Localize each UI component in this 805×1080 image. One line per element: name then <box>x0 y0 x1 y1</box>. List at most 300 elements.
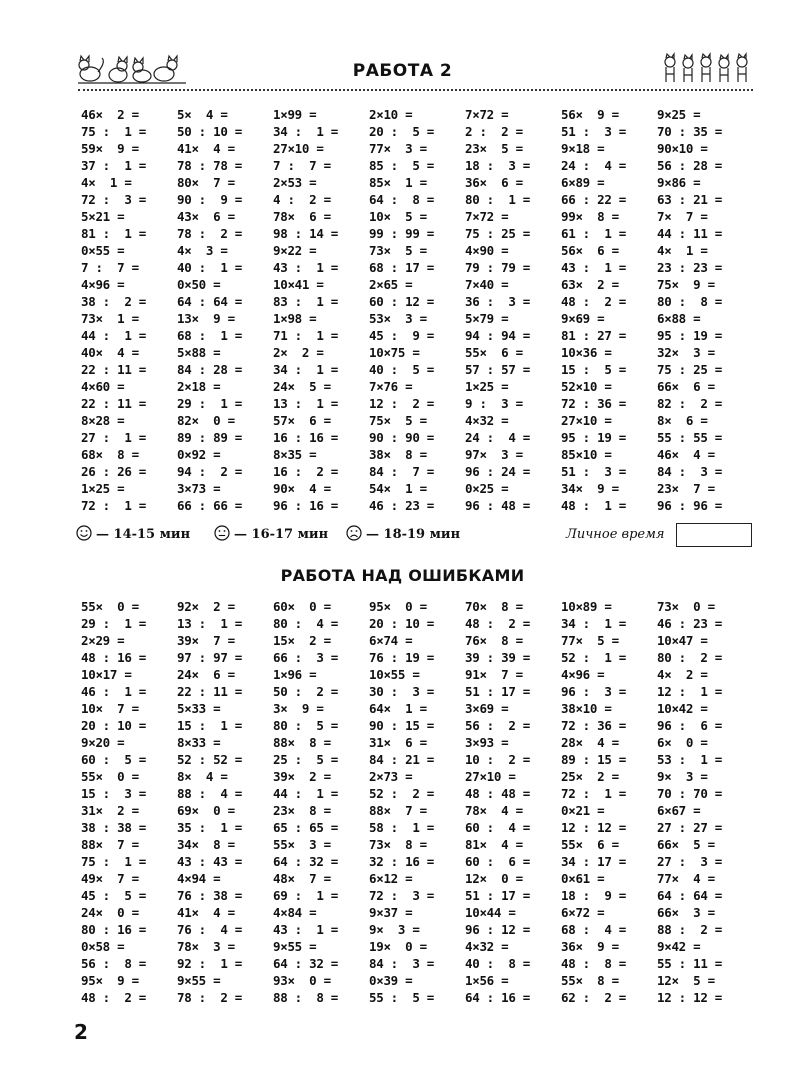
math-problem: 1×96 = <box>273 667 317 682</box>
math-problem: 4× 1 = <box>657 243 708 258</box>
math-problem: 29 : 1 = <box>81 616 147 631</box>
math-problem: 26 : 26 = <box>81 464 147 479</box>
math-problem: 2×10 = <box>369 107 413 122</box>
math-problem: 84 : 3 = <box>369 956 435 971</box>
math-problem: 56 : 28 = <box>657 158 723 173</box>
math-problem: 5×33 = <box>177 701 221 716</box>
math-problem: 15 : 1 = <box>177 718 243 733</box>
math-problem: 38× 8 = <box>369 447 427 462</box>
math-problem: 31× 6 = <box>369 735 427 750</box>
math-problem: 80 : 1 = <box>465 192 531 207</box>
math-problem: 78× 4 = <box>465 803 523 818</box>
math-problem: 8×28 = <box>81 413 125 428</box>
math-problem: 46 : 23 = <box>657 616 723 631</box>
timing-happy-text: — 14-15 мин <box>96 527 191 542</box>
math-problem: 10 : 2 = <box>465 752 531 767</box>
math-problem: 92 : 1 = <box>177 956 243 971</box>
math-problem: 36 : 3 = <box>465 294 531 309</box>
math-problem: 9 : 3 = <box>465 396 523 411</box>
math-problem: 23× 5 = <box>465 141 523 156</box>
math-problem: 38 : 38 = <box>81 820 147 835</box>
math-problem: 9× 3 = <box>369 922 420 937</box>
math-problem: 25× 2 = <box>561 769 619 784</box>
math-problem: 7× 7 = <box>657 209 708 224</box>
math-problem: 9×86 = <box>657 175 701 190</box>
math-problem: 13 : 1 = <box>177 616 243 631</box>
math-problem: 96 : 16 = <box>273 498 339 513</box>
math-problem: 57× 6 = <box>273 413 331 428</box>
math-problem: 78× 6 = <box>273 209 331 224</box>
math-problem: 88 : 2 = <box>657 922 723 937</box>
math-problem: 39 : 39 = <box>465 650 531 665</box>
math-problem: 43× 6 = <box>177 209 235 224</box>
math-problem: 5×88 = <box>177 345 221 360</box>
math-problem: 0×21 = <box>561 803 605 818</box>
math-problem: 75 : 1 = <box>81 854 147 869</box>
math-problem: 51 : 3 = <box>561 464 627 479</box>
timing-sad <box>346 525 460 542</box>
math-problem: 9×37 = <box>369 905 413 920</box>
math-problem: 55× 0 = <box>81 599 139 614</box>
math-problem: 78 : 2 = <box>177 990 243 1005</box>
math-problem: 76 : 38 = <box>177 888 243 903</box>
math-problem: 1×98 = <box>273 311 317 326</box>
math-problem: 38×10 = <box>561 701 612 716</box>
math-problem: 64 : 64 = <box>657 888 723 903</box>
math-problem: 70× 8 = <box>465 599 523 614</box>
math-problem: 12× 5 = <box>657 973 715 988</box>
math-problem: 46× 4 = <box>657 447 715 462</box>
math-problem: 77× 3 = <box>369 141 427 156</box>
math-problem: 15 : 3 = <box>81 786 147 801</box>
math-problem: 0×39 = <box>369 973 413 988</box>
math-problem: 8× 6 = <box>657 413 708 428</box>
math-problem: 2×65 = <box>369 277 413 292</box>
math-problem: 66× 5 = <box>657 837 715 852</box>
math-problem: 88 : 8 = <box>273 990 339 1005</box>
math-problem: 3×69 = <box>465 701 509 716</box>
math-problem: 18 : 3 = <box>465 158 531 173</box>
math-problem: 12 : 2 = <box>369 396 435 411</box>
math-problem: 89 : 89 = <box>177 430 243 445</box>
math-problem: 48 : 8 = <box>561 956 627 971</box>
math-problem: 48 : 2 = <box>465 616 531 631</box>
math-problem: 80 : 8 = <box>657 294 723 309</box>
math-problem: 23× 7 = <box>657 481 715 496</box>
math-problem: 72 : 36 = <box>561 718 627 733</box>
math-problem: 7×72 = <box>465 209 509 224</box>
math-problem: 16 : 2 = <box>273 464 339 479</box>
math-problem: 4×60 = <box>81 379 125 394</box>
math-problem: 10×47 = <box>657 633 708 648</box>
math-problem: 19× 0 = <box>369 939 427 954</box>
math-problem: 71 : 1 = <box>273 328 339 343</box>
math-problem: 5×79 = <box>465 311 509 326</box>
math-problem: 72 : 36 = <box>561 396 627 411</box>
math-problem: 6×67 = <box>657 803 701 818</box>
math-problem: 12× 0 = <box>465 871 523 886</box>
math-problem: 96 : 24 = <box>465 464 531 479</box>
math-problem: 9×20 = <box>81 735 125 750</box>
math-problem: 7 : 7 = <box>81 260 139 275</box>
page-number: 2 <box>74 1020 88 1044</box>
math-problem: 95 : 19 = <box>657 328 723 343</box>
math-problem: 7 : 7 = <box>273 158 331 173</box>
math-problem: 57 : 57 = <box>465 362 531 377</box>
math-problem: 98 : 14 = <box>273 226 339 241</box>
math-problem: 75 : 25 = <box>657 362 723 377</box>
math-problem: 43 : 1 = <box>273 922 339 937</box>
math-problem: 55 : 55 = <box>657 430 723 445</box>
math-problem: 29 : 1 = <box>177 396 243 411</box>
math-problem: 55 : 11 = <box>657 956 723 971</box>
happy-face-icon <box>76 525 92 541</box>
math-problem: 44 : 1 = <box>273 786 339 801</box>
math-problem: 90×10 = <box>657 141 708 156</box>
math-problem: 52 : 1 = <box>561 650 627 665</box>
math-problem: 10×36 = <box>561 345 612 360</box>
math-problem: 15× 2 = <box>273 633 331 648</box>
math-problem: 34 : 1 = <box>561 616 627 631</box>
math-problem: 85 : 5 = <box>369 158 435 173</box>
math-problem: 68 : 17 = <box>369 260 435 275</box>
math-problem: 77× 4 = <box>657 871 715 886</box>
math-problem: 3× 9 = <box>273 701 324 716</box>
math-problem: 95× 9 = <box>81 973 139 988</box>
math-problem: 63 : 21 = <box>657 192 723 207</box>
math-problem: 72 : 1 = <box>81 498 147 513</box>
math-problem: 56× 6 = <box>561 243 619 258</box>
math-problem: 70 : 35 = <box>657 124 723 139</box>
math-problem: 84 : 7 = <box>369 464 435 479</box>
math-problem: 10×17 = <box>81 667 132 682</box>
math-problem: 2× 2 = <box>273 345 324 360</box>
math-problem: 22 : 11 = <box>177 684 243 699</box>
math-problem: 66 : 3 = <box>273 650 339 665</box>
math-problem: 77× 5 = <box>561 633 619 648</box>
math-problem: 9×25 = <box>657 107 701 122</box>
math-problem: 44 : 1 = <box>81 328 147 343</box>
math-problem: 16 : 16 = <box>273 430 339 445</box>
math-problem: 9×18 = <box>561 141 605 156</box>
math-problem: 56 : 2 = <box>465 718 531 733</box>
math-problem: 50 : 10 = <box>177 124 243 139</box>
math-problem: 32× 3 = <box>657 345 715 360</box>
math-problem: 51 : 3 = <box>561 124 627 139</box>
math-problem: 81 : 27 = <box>561 328 627 343</box>
math-problem: 1×25 = <box>81 481 125 496</box>
math-problem: 84 : 28 = <box>177 362 243 377</box>
math-problem: 40 : 8 = <box>465 956 531 971</box>
math-problem: 20 : 10 = <box>81 718 147 733</box>
math-problem: 24 : 4 = <box>561 158 627 173</box>
math-problem: 25 : 5 = <box>273 752 339 767</box>
math-problem: 76 : 19 = <box>369 650 435 665</box>
math-problem: 75 : 25 = <box>465 226 531 241</box>
math-problem: 83 : 1 = <box>273 294 339 309</box>
math-problem: 39× 2 = <box>273 769 331 784</box>
math-problem: 75× 5 = <box>369 413 427 428</box>
math-problem: 46 : 1 = <box>81 684 147 699</box>
math-problem: 55× 8 = <box>561 973 619 988</box>
math-problem: 64× 1 = <box>369 701 427 716</box>
math-problem: 88 : 4 = <box>177 786 243 801</box>
math-problem: 90 : 90 = <box>369 430 435 445</box>
math-problem: 48 : 2 = <box>81 990 147 1005</box>
math-problem: 31× 2 = <box>81 803 139 818</box>
personal-time-label: Личное время <box>566 527 665 542</box>
math-problem: 4× 3 = <box>177 243 228 258</box>
math-problem: 81× 4 = <box>465 837 523 852</box>
math-problem: 63× 2 = <box>561 277 619 292</box>
math-problem: 36× 6 = <box>465 175 523 190</box>
math-problem: 55 : 5 = <box>369 990 435 1005</box>
math-problem: 20 : 5 = <box>369 124 435 139</box>
math-problem: 2×18 = <box>177 379 221 394</box>
math-problem: 84 : 3 = <box>657 464 723 479</box>
math-problem: 72 : 3 = <box>369 888 435 903</box>
math-problem: 97 : 97 = <box>177 650 243 665</box>
math-problem: 55× 0 = <box>81 769 139 784</box>
math-problem: 64 : 8 = <box>369 192 435 207</box>
math-problem: 51 : 17 = <box>465 684 531 699</box>
math-problem: 50 : 2 = <box>273 684 339 699</box>
math-problem: 52 : 2 = <box>369 786 435 801</box>
math-problem: 60 : 6 = <box>465 854 531 869</box>
math-problem: 13× 9 = <box>177 311 235 326</box>
math-problem: 4×32 = <box>465 939 509 954</box>
math-problem: 8×33 = <box>177 735 221 750</box>
math-problem: 66× 3 = <box>657 905 715 920</box>
math-problem: 56× 9 = <box>561 107 619 122</box>
math-problem: 4×32 = <box>465 413 509 428</box>
math-problem: 12 : 12 = <box>657 990 723 1005</box>
math-problem: 7×72 = <box>465 107 509 122</box>
math-problem: 51 : 17 = <box>465 888 531 903</box>
math-problem: 96 : 96 = <box>657 498 723 513</box>
math-problem: 9×69 = <box>561 311 605 326</box>
math-problem: 10×75 = <box>369 345 420 360</box>
math-problem: 62 : 2 = <box>561 990 627 1005</box>
math-problem: 89 : 15 = <box>561 752 627 767</box>
math-problem: 55× 6 = <box>561 837 619 852</box>
math-problem: 45 : 9 = <box>369 328 435 343</box>
math-problem: 28× 4 = <box>561 735 619 750</box>
personal-time-box[interactable] <box>676 523 752 547</box>
math-problem: 4 : 2 = <box>273 192 331 207</box>
math-problem: 5×21 = <box>81 209 125 224</box>
math-problem: 70 : 70 = <box>657 786 723 801</box>
math-problem: 8×35 = <box>273 447 317 462</box>
math-problem: 4×90 = <box>465 243 509 258</box>
math-problem: 7×40 = <box>465 277 509 292</box>
math-problem: 88× 8 = <box>273 735 331 750</box>
math-problem: 75× 9 = <box>657 277 715 292</box>
math-problem: 85× 1 = <box>369 175 427 190</box>
math-problem: 52 : 52 = <box>177 752 243 767</box>
math-problem: 96 : 6 = <box>657 718 723 733</box>
math-problem: 4×84 = <box>273 905 317 920</box>
math-problem: 46× 2 = <box>81 107 139 122</box>
math-problem: 1×56 = <box>465 973 509 988</box>
math-problem: 93× 0 = <box>273 973 331 988</box>
math-problem: 24 : 4 = <box>465 430 531 445</box>
math-problem: 73× 0 = <box>657 599 715 614</box>
math-problem: 72 : 1 = <box>561 786 627 801</box>
timing-neutral-text: — 16-17 мин <box>234 527 329 542</box>
math-problem: 6× 0 = <box>657 735 708 750</box>
math-problem: 90 : 15 = <box>369 718 435 733</box>
math-problem: 48× 7 = <box>273 871 331 886</box>
math-problem: 4×96 = <box>81 277 125 292</box>
math-problem: 41× 4 = <box>177 905 235 920</box>
math-problem: 8× 4 = <box>177 769 228 784</box>
dotted-divider <box>78 89 753 91</box>
math-problem: 15 : 5 = <box>561 362 627 377</box>
page-header <box>0 52 805 94</box>
math-problem: 23 : 23 = <box>657 260 723 275</box>
math-problem: 45 : 5 = <box>81 888 147 903</box>
math-problem: 60 : 4 = <box>465 820 531 835</box>
math-problem: 81 : 1 = <box>81 226 147 241</box>
math-problem: 76× 8 = <box>465 633 523 648</box>
math-problem: 68× 8 = <box>81 447 139 462</box>
math-problem: 27×10 = <box>273 141 324 156</box>
math-problem: 4×96 = <box>561 667 605 682</box>
math-problem: 95 : 19 = <box>561 430 627 445</box>
math-problem: 22 : 11 = <box>81 362 147 377</box>
math-problem: 78× 3 = <box>177 939 235 954</box>
math-problem: 3×93 = <box>465 735 509 750</box>
errors-section-title: РАБОТА НАД ОШИБКАМИ <box>280 566 525 585</box>
math-problem: 92× 2 = <box>177 599 235 614</box>
timing-neutral <box>214 525 328 542</box>
math-problem: 55× 3 = <box>273 837 331 852</box>
math-problem: 0×92 = <box>177 447 221 462</box>
neutral-face-icon <box>214 525 230 541</box>
math-problem: 52×10 = <box>561 379 612 394</box>
errors-grid <box>76 598 748 1006</box>
math-problem: 53× 3 = <box>369 311 427 326</box>
math-problem: 68 : 1 = <box>177 328 243 343</box>
math-problem: 2×53 = <box>273 175 317 190</box>
math-problem: 60 : 5 = <box>81 752 147 767</box>
math-problem: 97× 3 = <box>465 447 523 462</box>
math-problem: 64 : 64 = <box>177 294 243 309</box>
math-problem: 9×55 = <box>177 973 221 988</box>
math-problem: 48 : 1 = <box>561 498 627 513</box>
math-problem: 48 : 16 = <box>81 650 147 665</box>
math-problem: 65 : 65 = <box>273 820 339 835</box>
math-problem: 43 : 43 = <box>177 854 243 869</box>
math-problem: 12 : 1 = <box>657 684 723 699</box>
math-problem: 44 : 11 = <box>657 226 723 241</box>
math-problem: 48 : 2 = <box>561 294 627 309</box>
math-problem: 96 : 3 = <box>561 684 627 699</box>
math-problem: 6×88 = <box>657 311 701 326</box>
math-problem: 54× 1 = <box>369 481 427 496</box>
math-problem: 39× 7 = <box>177 633 235 648</box>
math-problem: 61 : 1 = <box>561 226 627 241</box>
math-problem: 90 : 9 = <box>177 192 243 207</box>
math-problem: 23× 8 = <box>273 803 331 818</box>
math-problem: 94 : 2 = <box>177 464 243 479</box>
math-problem: 10×89 = <box>561 599 612 614</box>
math-problem: 46 : 23 = <box>369 498 435 513</box>
math-problem: 56 : 8 = <box>81 956 147 971</box>
math-problem: 3×73 = <box>177 481 221 496</box>
math-problem: 59× 9 = <box>81 141 139 156</box>
math-problem: 6×72 = <box>561 905 605 920</box>
math-problem: 90× 4 = <box>273 481 331 496</box>
math-problem: 40 : 5 = <box>369 362 435 377</box>
math-problem: 9×42 = <box>657 939 701 954</box>
math-problem: 40 : 1 = <box>177 260 243 275</box>
math-problem: 96 : 12 = <box>465 922 531 937</box>
math-problem: 49× 7 = <box>81 871 139 886</box>
math-problem: 24× 0 = <box>81 905 139 920</box>
math-problem: 94 : 94 = <box>465 328 531 343</box>
math-problem: 53 : 1 = <box>657 752 723 767</box>
math-problem: 30 : 3 = <box>369 684 435 699</box>
math-problem: 34 : 1 = <box>273 124 339 139</box>
cats-row-illustration-icon <box>660 52 752 86</box>
math-problem: 24× 6 = <box>177 667 235 682</box>
math-problem: 68 : 4 = <box>561 922 627 937</box>
math-problem: 2×29 = <box>81 633 125 648</box>
math-problem: 64 : 32 = <box>273 956 339 971</box>
math-problem: 10×44 = <box>465 905 516 920</box>
math-problem: 80 : 5 = <box>273 718 339 733</box>
math-problem: 64 : 16 = <box>465 990 531 1005</box>
math-problem: 80 : 4 = <box>273 616 339 631</box>
math-problem: 10× 7 = <box>81 701 139 716</box>
math-problem: 10×41 = <box>273 277 324 292</box>
math-problem: 66 : 22 = <box>561 192 627 207</box>
math-problem: 4×94 = <box>177 871 221 886</box>
math-problem: 4× 1 = <box>81 175 132 190</box>
math-problem: 34× 9 = <box>561 481 619 496</box>
math-problem: 6×89 = <box>561 175 605 190</box>
timing-happy <box>76 525 190 542</box>
math-problem: 73× 8 = <box>369 837 427 852</box>
math-problem: 18 : 9 = <box>561 888 627 903</box>
work-grid <box>76 106 748 514</box>
math-problem: 35 : 1 = <box>177 820 243 835</box>
math-problem: 6×74 = <box>369 633 413 648</box>
math-problem: 88× 7 = <box>369 803 427 818</box>
math-problem: 2×73 = <box>369 769 413 784</box>
math-problem: 12 : 12 = <box>561 820 627 835</box>
math-problem: 69 : 1 = <box>273 888 339 903</box>
math-problem: 91× 7 = <box>465 667 523 682</box>
math-problem: 32 : 16 = <box>369 854 435 869</box>
math-problem: 66 : 66 = <box>177 498 243 513</box>
math-problem: 38 : 2 = <box>81 294 147 309</box>
math-problem: 84 : 21 = <box>369 752 435 767</box>
math-problem: 13 : 1 = <box>273 396 339 411</box>
math-problem: 82× 0 = <box>177 413 235 428</box>
math-problem: 34 : 1 = <box>273 362 339 377</box>
math-problem: 80 : 2 = <box>657 650 723 665</box>
math-problem: 27×10 = <box>561 413 612 428</box>
math-problem: 22 : 11 = <box>81 396 147 411</box>
math-problem: 40× 4 = <box>81 345 139 360</box>
math-problem: 10×42 = <box>657 701 708 716</box>
math-problem: 4× 2 = <box>657 667 708 682</box>
math-problem: 88× 7 = <box>81 837 139 852</box>
math-problem: 1×25 = <box>465 379 509 394</box>
